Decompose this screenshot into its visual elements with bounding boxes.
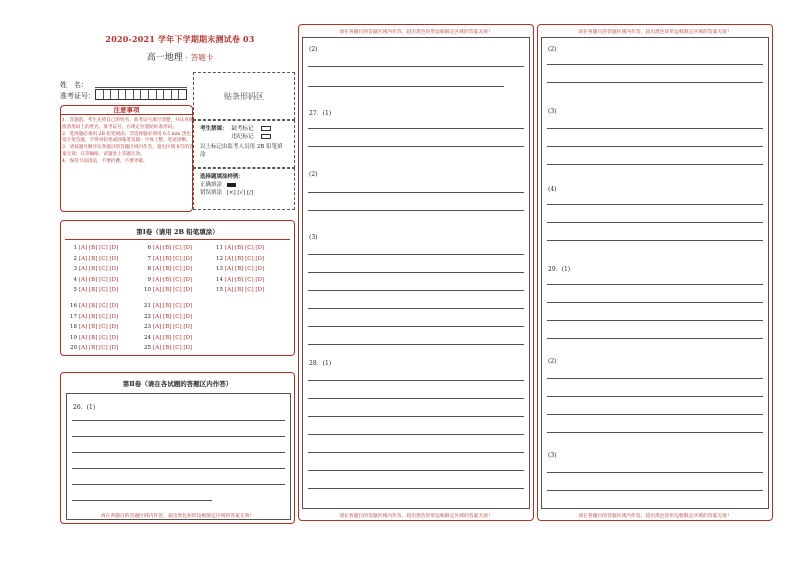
mc-options[interactable]: [A] [B] [C] [D] <box>225 245 265 251</box>
mc-question-number: 2 <box>73 255 77 262</box>
mc-question-number: 10 <box>144 287 151 293</box>
absent-mark-label: 缺考标记 <box>231 126 254 132</box>
question-27-label: 27．(1) <box>309 110 332 117</box>
mc-question-row[interactable] <box>143 243 192 254</box>
mc-options[interactable]: [A] [B] [C] [D] <box>79 303 119 309</box>
mc-question-number: 11 <box>216 245 223 251</box>
mc-options[interactable]: [A] [B] [C] [D] <box>153 303 193 309</box>
mc-options[interactable]: [A] [B] [C] [D] <box>79 245 119 251</box>
mc-question-number: 24 <box>144 334 151 341</box>
mc-question-number: 8 <box>147 266 151 272</box>
mc-options[interactable]: [A] [B] [C] [D] <box>79 255 119 262</box>
sheet-type-label: 答题卡 <box>190 53 214 62</box>
mc-question-number: 17 <box>70 313 77 320</box>
mc-question-row[interactable] <box>69 322 118 333</box>
question-label: (3) <box>548 108 557 115</box>
mc-options[interactable]: [A] [B] [C] [D] <box>153 313 193 320</box>
mc-question-number: 4 <box>73 276 77 283</box>
mc-question-number: 21 <box>144 303 151 309</box>
mc-question-number: 25 <box>144 345 151 351</box>
id-number-boxes[interactable] <box>95 89 187 100</box>
note-item: 4．保持卡面清洁，不要折叠、不要弄破。 <box>62 158 148 164</box>
mc-question-row[interactable] <box>143 254 192 265</box>
mc-options[interactable]: [A] [B] [C] [D] <box>225 266 265 272</box>
mc-options[interactable]: [A] [B] [C] [D] <box>79 276 119 283</box>
mc-options[interactable]: [A] [B] [C] [D] <box>79 345 119 351</box>
invigilator-area <box>193 120 295 168</box>
correct-fill-label: 正确填涂 <box>200 182 223 188</box>
mc-question-row[interactable] <box>69 301 118 312</box>
mc-options[interactable]: [A] [B] [C] [D] <box>225 287 265 293</box>
name-label: 姓 名： <box>60 81 88 89</box>
mc-question-row[interactable] <box>143 301 192 312</box>
panel-2-answer-area[interactable] <box>302 37 530 509</box>
invigilator-note: 以上标记由监考人员用 2B 铅笔填涂 <box>200 144 283 158</box>
mc-options[interactable]: [A] [B] [C] [D] <box>79 334 119 341</box>
mc-question-row[interactable] <box>215 264 264 275</box>
fill-sample-area <box>193 168 295 210</box>
warning-footer-2: 请在各题目的答题区域内作答，超出黑色矩形边框限定区域的答案无效！ <box>339 514 493 519</box>
barcode-area: 贴条形码区 <box>193 72 295 120</box>
mc-question-row[interactable] <box>69 333 118 344</box>
mc-question-row[interactable] <box>69 312 118 323</box>
absent-area-label: 考生禁填： <box>200 126 228 132</box>
mc-question-row[interactable] <box>143 322 192 333</box>
violation-mark-box[interactable] <box>261 134 271 139</box>
question-label: (3) <box>548 452 557 459</box>
mc-question-row[interactable] <box>69 285 118 296</box>
mc-options[interactable]: [A] [B] [C] [D] <box>79 266 119 272</box>
mc-question-row[interactable] <box>143 333 192 344</box>
question-label: (2) <box>309 171 318 178</box>
mc-question-number: 5 <box>73 287 77 293</box>
note-item: 2．选择题必须用 2B 铅笔填涂；非选择题必须用 0.5 mm 黑色签字笔答题，不得用铅笔或圆珠笔答题；字体工整、笔迹清晰。 <box>62 131 192 144</box>
sample-title: 选择题填涂样例： <box>200 174 245 180</box>
warning-header-3: 请在各题目的答题区域内作答，超出黑色矩形边框限定区域的答案无效！ <box>578 30 732 35</box>
mc-group <box>69 243 118 296</box>
mc-options[interactable]: [A] [B] [C] [D] <box>153 276 193 283</box>
note-item: 3．请按题号顺序在各题目的答题区域内作答，超出区域书写的答案无效；在草稿纸、试题卷上答题无效。 <box>62 145 194 157</box>
mc-question-number: 16 <box>70 303 77 309</box>
mc-question-number: 6 <box>147 245 151 251</box>
mc-question-row[interactable] <box>215 285 264 296</box>
mc-question-number: 1 <box>73 245 77 251</box>
mc-options[interactable]: [A] [B] [C] [D] <box>79 313 119 320</box>
mc-options[interactable]: [A] [B] [C] [D] <box>225 276 265 283</box>
mc-question-number: 3 <box>73 266 77 272</box>
mc-question-row[interactable] <box>215 243 264 254</box>
mc-question-number: 7 <box>147 255 151 262</box>
mc-group <box>143 243 192 296</box>
name-underline <box>95 87 187 88</box>
section-2-heading: 第Ⅱ卷（请在各试题的答题区内作答） <box>122 380 233 388</box>
question-label: (2) <box>548 358 557 365</box>
mc-question-row[interactable] <box>215 254 264 265</box>
mc-question-number: 13 <box>216 266 223 272</box>
wrong-fill-marks: [×] [√] [/] <box>226 190 254 196</box>
mc-question-row[interactable] <box>69 275 118 286</box>
mc-question-row[interactable] <box>69 243 118 254</box>
mc-options[interactable]: [A] [B] [C] [D] <box>153 334 193 341</box>
mc-options[interactable]: [A] [B] [C] [D] <box>79 324 119 330</box>
mc-question-row[interactable] <box>143 343 192 354</box>
mc-question-row[interactable] <box>69 343 118 354</box>
mc-question-row[interactable] <box>143 275 192 286</box>
panel-3-answer-area[interactable] <box>541 37 769 509</box>
notes-heading: 注意事项 <box>60 105 193 115</box>
section-1-heading: 第Ⅰ卷（请用 2B 铅笔填涂） <box>136 228 219 236</box>
mc-options[interactable]: [A] [B] [C] [D] <box>153 324 193 330</box>
mc-question-number: 19 <box>70 334 77 341</box>
mc-question-number: 14 <box>216 276 223 283</box>
absent-mark-box[interactable] <box>261 126 271 131</box>
warning-header-2: 请在各题目的答题区域内作答，超出黑色矩形边框限定区域的答案无效！ <box>339 30 493 35</box>
section-1-box <box>60 220 295 356</box>
subject-label: 高一地理 <box>146 53 183 63</box>
mc-question-number: 20 <box>70 345 77 351</box>
question-label: (3) <box>309 234 318 241</box>
correct-fill-mark <box>227 183 236 187</box>
mc-question-row[interactable] <box>143 285 192 296</box>
exam-subtitle <box>60 50 300 63</box>
mc-question-row[interactable] <box>215 275 264 286</box>
mc-options[interactable]: [A] [B] [C] [D] <box>153 345 193 351</box>
subtitle-separator: · <box>185 54 188 62</box>
mc-question-number: 23 <box>144 324 151 330</box>
question-label: (2) <box>309 46 318 53</box>
section-2-box <box>60 372 295 524</box>
warning-footer-3: 请在各题目的答题区域内作答，超出黑色矩形边框限定区域的答案无效！ <box>578 514 732 519</box>
id-label: 准考证号： <box>60 92 95 100</box>
wrong-fill-label: 错误填涂 <box>200 190 223 196</box>
mc-question-row[interactable] <box>69 254 118 265</box>
mc-question-number: 22 <box>144 313 151 320</box>
question-29-label: 29．(1) <box>548 266 571 273</box>
question-28-label: 28．(1) <box>309 360 332 367</box>
mc-question-row[interactable] <box>69 264 118 275</box>
question-label: (4) <box>548 186 557 193</box>
violation-mark-label: 违纪标记 <box>231 134 254 140</box>
mc-options[interactable]: [A] [B] [C] [D] <box>153 255 193 262</box>
question-26-label: 26．(1) <box>73 404 96 411</box>
exam-title: 2020-2021 学年下学期期末测试卷 03 <box>105 34 255 44</box>
mc-options[interactable]: [A] [B] [C] [D] <box>153 266 193 272</box>
mc-options[interactable]: [A] [B] [C] [D] <box>225 255 265 262</box>
mc-options[interactable]: [A] [B] [C] [D] <box>79 287 119 293</box>
mc-question-number: 15 <box>216 287 223 293</box>
warning-footer-1: 请在各题目的答题区域内作答，超出黑色矩形边框限定区域的答案无效！ <box>100 514 255 519</box>
mc-question-number: 12 <box>216 255 223 262</box>
mc-options[interactable]: [A] [B] [C] [D] <box>153 245 193 251</box>
mc-group <box>215 243 264 296</box>
mc-options[interactable]: [A] [B] [C] [D] <box>153 287 193 293</box>
mc-group <box>69 301 118 354</box>
q26-answer-area[interactable] <box>66 393 291 520</box>
question-label: (2) <box>548 46 557 53</box>
note-item: 1．答题前，考生先将自己的姓名，准考证号填写清楚，并认真核准条形码上的姓名、准考证号，在规定位置贴好条形码。 <box>62 118 194 130</box>
notes-list <box>62 118 194 166</box>
mc-question-number: 9 <box>147 276 151 283</box>
multiple-choice-grid <box>61 239 296 355</box>
mc-question-row[interactable] <box>143 312 192 323</box>
mc-group <box>143 301 192 354</box>
mc-question-row[interactable] <box>143 264 192 275</box>
mc-question-number: 18 <box>70 324 77 330</box>
